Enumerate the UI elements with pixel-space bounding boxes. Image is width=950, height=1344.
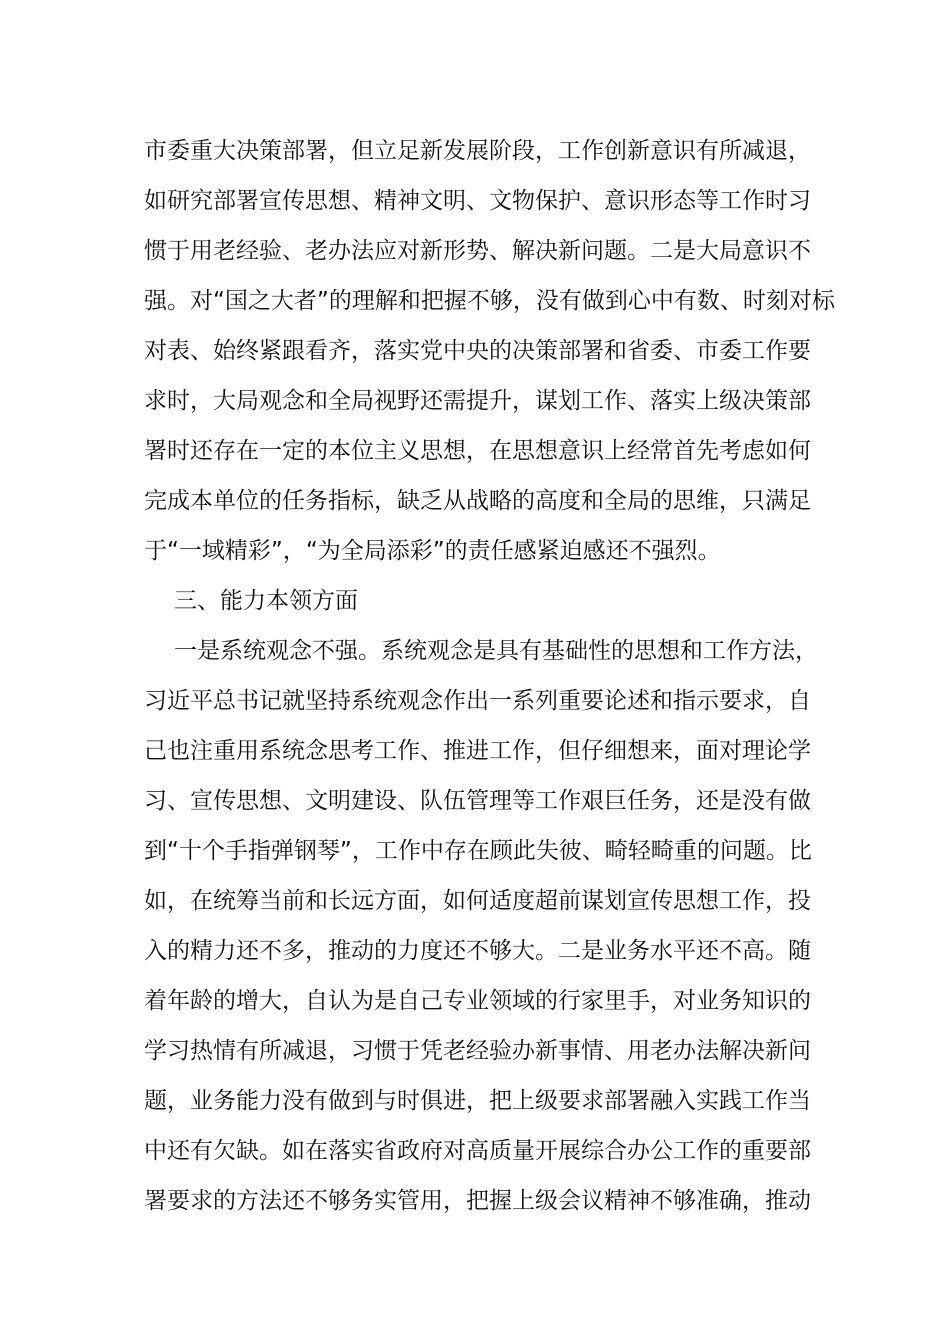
paragraph-line: 中还有欠缺。如在落实省政府对高质量开展综合办公工作的重要部 (144, 1138, 811, 1164)
paragraph-line: 强。对“国之大者”的理解和把握不够，没有做到心中有数、时刻对标 (144, 288, 835, 314)
paragraph-line: 惯于用老经验、老办法应对新形势、解决新问题。二是大局意识不 (144, 238, 811, 264)
paragraph-line: 入的精力还不多，推动的力度还不够大。二是业务水平还不高。随 (144, 938, 811, 964)
section-heading: 三、能力本领方面 (174, 588, 358, 614)
paragraph-line: 习近平总书记就坚持系统观念作出一系列重要论述和指示要求，自 (144, 688, 811, 714)
paragraph-line: 学习热情有所减退，习惯于凭老经验办新事情、用老办法解决新问 (144, 1038, 811, 1064)
paragraph-line: 己也注重用系统念思考工作、推进工作，但仔细想来，面对理论学 (144, 738, 811, 764)
paragraph-line: 完成本单位的任务指标，缺乏从战略的高度和全局的思维，只满足 (144, 488, 811, 514)
paragraph-line: 如，在统筹当前和长远方面，如何适度超前谋划宣传思想工作，投 (144, 888, 811, 914)
paragraph-line: 题，业务能力没有做到与时俱进，把上级要求部署融入实践工作当 (144, 1088, 811, 1114)
paragraph-line: 求时，大局观念和全局视野还需提升，谋划工作、落实上级决策部 (144, 388, 811, 414)
document-body (144, 126, 835, 1226)
paragraph-line: 到“十个手指弹钢琴”，工作中存在顾此失彼、畸轻畸重的问题。比 (144, 838, 812, 864)
paragraph-line: 对表、始终紧跟看齐，落实党中央的决策部署和省委、市委工作要 (144, 338, 811, 364)
paragraph-line: 如研究部署宣传思想、精神文明、文物保护、意识形态等工作时习 (144, 188, 811, 214)
paragraph-line: 习、宣传思想、文明建设、队伍管理等工作艰巨任务，还是没有做 (144, 788, 811, 814)
paragraph-line: 署要求的方法还不够务实管用，把握上级会议精神不够准确，推动 (144, 1188, 811, 1214)
paragraph-line: 市委重大决策部署，但立足新发展阶段，工作创新意识有所减退， (144, 138, 811, 164)
paragraph-line: 于“一域精彩”，“为全局添彩”的责任感紧迫感还不强烈。 (144, 538, 721, 564)
paragraph-line: 着年龄的增大，自认为是自己专业领域的行家里手，对业务知识的 (144, 988, 811, 1014)
paragraph-line: 署时还存在一定的本位主义思想，在思想意识上经常首先考虑如何 (144, 438, 811, 464)
paragraph-line: 一是系统观念不强。系统观念是具有基础性的思想和工作方法， (174, 638, 818, 664)
